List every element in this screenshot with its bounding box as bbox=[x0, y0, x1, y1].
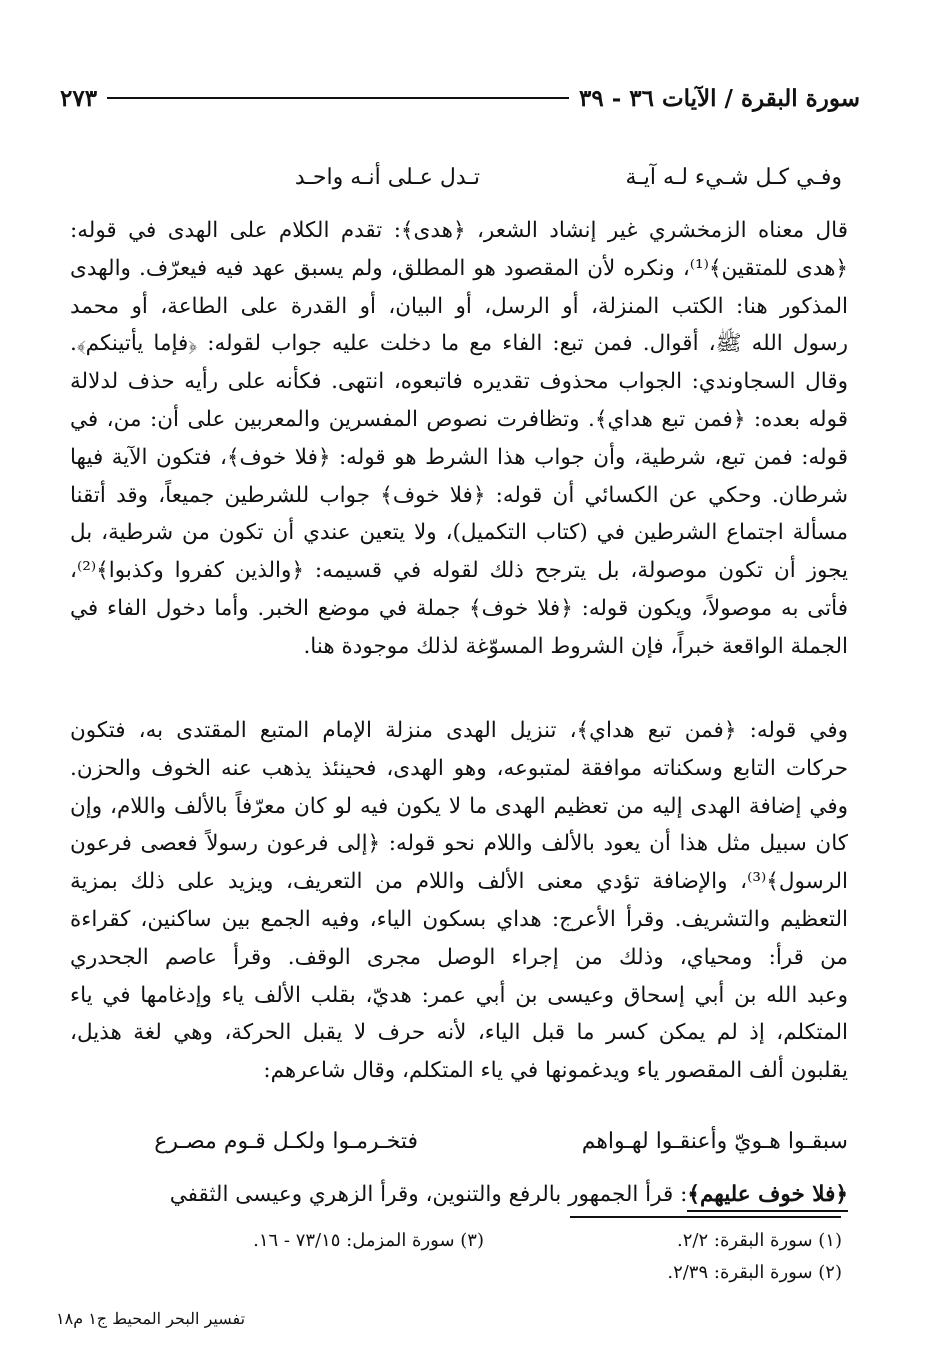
text-line: حركات التابع وسكناته موافقة لمتبوعه، وهو الهدى، فحينئذ يذهب عنه الخوف والحزن. bbox=[70, 755, 848, 781]
text-line: وقال السجاوندي: الجواب محذوف تقديره فاتبعوه، انتهى. فكأنه على رأيه حذف لدلالة bbox=[70, 369, 848, 395]
text-line: الرسول﴾⁽³⁾، والإضافة تؤدي معنى الألف واللام من التعريف، ويزيد على ذلك بمزية bbox=[70, 869, 848, 895]
running-header bbox=[60, 78, 860, 118]
running-header-title: سورة البقرة / الآيات ٣٦ - ٣٩ bbox=[578, 84, 860, 112]
printer-signature: تفسير البحر المحيط ج١ م١٨ bbox=[56, 1309, 246, 1328]
quranic-phrase-bold: ﴿فلا خوف عليهم﴾ bbox=[687, 1182, 848, 1212]
text-line: فأتى به موصولاً، ويكون قوله: ﴿فلا خوف﴾ جملة في موضع الخبر. وأما دخول الفاء في bbox=[70, 595, 848, 621]
text-line: من قرأ: ومحياي، وذلك من إجراء الوصل مجرى الوقف. وقرأ عاصم الجحدري bbox=[70, 944, 848, 970]
text-line: قال معناه الزمخشري غير إنشاد الشعر، ﴿هدى﴾: تقدم الكلام على الهدى في قوله: bbox=[70, 218, 848, 243]
last-line-text: : قرأ الجمهور بالرفع والتنوين، وقرأ الزهري وعيسى الثقفي bbox=[169, 1182, 688, 1207]
text-line: يجوز أن تكون موصولة، بل يترجح ذلك لقوله في قسيمه: ﴿والذين كفروا وكذبوا﴾⁽²⁾، bbox=[70, 558, 848, 584]
verse-bottom-second-hemistich: فتخـرمـوا ولكـل قـوم مصـرع bbox=[154, 1129, 418, 1154]
paragraph-2 bbox=[70, 712, 848, 1090]
verse-top-first-hemistich: وفـي كـل شـيء لـه آيـة bbox=[625, 165, 842, 190]
text-line: رسول الله ﷺ، أقوال. فمن تبع: الفاء مع ما دخلت عليه جواب لقوله: ﴿فإما يأتينكم﴾. bbox=[70, 331, 848, 357]
text-line: شرطان. وحكي عن الكسائي أن قوله: ﴿فلا خوف﴾ جواب للشرطين جميعاً، وقد أتقنا bbox=[70, 482, 848, 508]
text-line: المتكلم، إذ لم يمكن كسر ما قبل الياء، لأنه حرف لا يقبل الحركة، وهي لغة هذيل، bbox=[70, 1020, 848, 1046]
text-line: ﴿هدى للمتقين﴾⁽¹⁾، ونكره لأن المقصود هو المطلق، ولم يسبق عهد فيه فيعرّف. والهدى bbox=[70, 255, 848, 281]
text-line: وفي إضافة الهدى إليه من تعظيم الهدى ما لا يكون فيه لو كان معرّفاً بالألف واللام، وإن bbox=[70, 793, 848, 819]
header-rule bbox=[107, 97, 569, 99]
text-line: وعبد الله بن أبي إسحاق وعيسى بن أبي عمر: هديّ، بقلب الألف ياء وإدغامها في ياء bbox=[70, 982, 848, 1008]
verse-top-second-hemistich: تـدل عـلى أنـه واحـد bbox=[294, 165, 480, 190]
footnote-rule bbox=[570, 1216, 841, 1218]
text-line: كان سبيل مثل هذا أن يعود بالألف واللام نحو قوله: ﴿إلى فرعون رسولاً فعصى فرعون bbox=[70, 831, 848, 857]
text-line: وفي قوله: ﴿فمن تبع هداي﴾، تنزيل الهدى منزلة الإمام المتبع المقتدى به، فتكون bbox=[70, 718, 848, 743]
footnote-1: (١) سورة البقرة: ٢/٢. bbox=[677, 1230, 842, 1251]
last-text-line bbox=[68, 1176, 848, 1214]
footnote-3: (٣) سورة المزمل: ٧٣/١٥ - ١٦. bbox=[253, 1230, 484, 1251]
text-line: يقلبون ألف المقصور ياء ويدغمونها في ياء المتكلم، وقال شاعرهم: bbox=[263, 1058, 848, 1084]
page-number: ٢٧٣ bbox=[60, 84, 98, 112]
text-line: المذكور هنا: الكتب المنزلة، أو الرسل، أو البيان، أو القدرة على الطاعة، أو محمد bbox=[70, 293, 848, 319]
paragraph-1 bbox=[70, 212, 848, 666]
text-line: مسألة اجتماع الشرطين في (كتاب التكميل)، ولا يتعين عندي أن تكون من شرطية، بل bbox=[70, 520, 848, 546]
text-line: قوله بعده: ﴿فمن تبع هداي﴾. وتظافرت نصوص المفسرين والمعربين على أن: من، في bbox=[70, 406, 848, 432]
text-line: الجملة الواقعة خبراً، فإن الشروط المسوّغة لذلك موجودة هنا. bbox=[303, 633, 848, 659]
footnote-2: (٢) سورة البقرة: ٢/٣٩. bbox=[667, 1262, 842, 1283]
text-line: التعظيم والتشريف. وقرأ الأعرج: هداي بسكون الياء، وفيه الجمع بين ساكنين، كقراءة bbox=[70, 906, 848, 932]
verse-bottom-first-hemistich: سبقـوا هـويّ وأعنقـوا لهـواهم bbox=[581, 1129, 848, 1154]
text-line: قوله: فمن تبع، شرطية، وأن جواب هذا الشرط هو قوله: ﴿فلا خوف﴾، فتكون الآية فيها bbox=[70, 444, 848, 470]
